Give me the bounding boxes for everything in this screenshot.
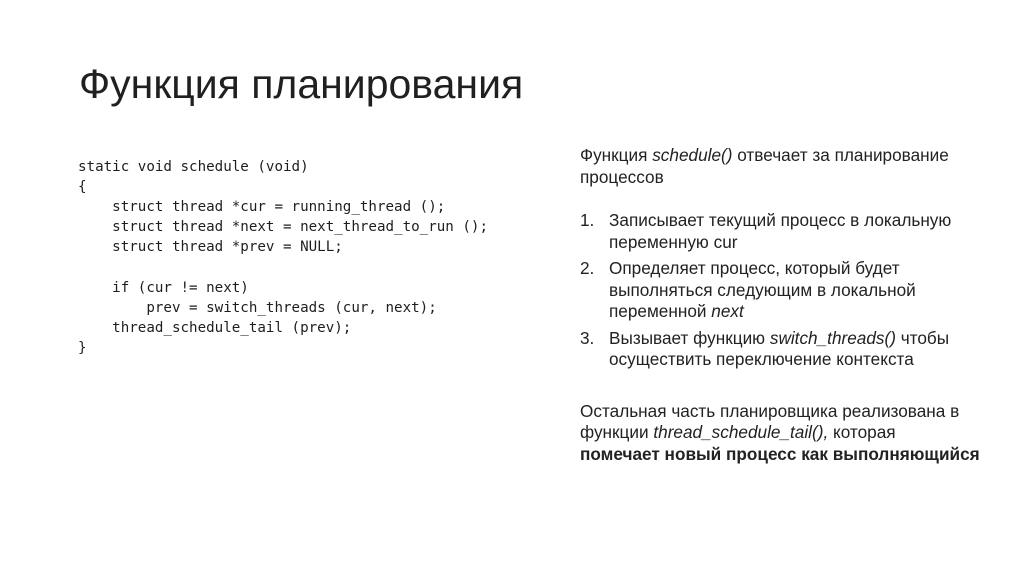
step-text-before: Определяет процесс, который будет выполняться следующим в локальной переменной [609,258,916,321]
step-text [609,328,980,371]
list-item [580,210,980,253]
code-line: } [78,339,87,356]
code-line: struct thread *prev = NULL; [78,239,343,256]
outro-paragraph [580,401,980,466]
code-line: struct thread *next = next_thread_to_run (); [78,219,488,236]
outro-middle: которая [828,422,896,442]
intro-paragraph [580,145,980,188]
code-line: struct thread *cur = running_thread (); [78,199,446,216]
step-number: 1. [580,210,595,230]
code-line: static void schedule (void) [78,159,309,175]
step-number: 3. [580,327,595,348]
code-line [78,257,548,277]
code-line: { [78,179,87,196]
intro-suffix: отвечает за планирование процессов [580,145,949,187]
step-number: 2. [580,258,595,278]
code-line: prev = switch_threads (cur, next); [78,299,437,316]
code-line: thread_schedule_tail (prev); [78,319,352,336]
step-text [609,258,980,323]
description-panel [580,145,980,465]
intro-prefix: Функция [580,145,653,165]
slide-title: Функция планирования [79,61,524,107]
step-text-before: Записывает текущий процесс в локальную переменную cur [609,210,952,252]
steps-list [580,210,980,371]
step-text [609,210,980,253]
step-text-before: Вызывает функцию [609,327,770,348]
outro-prefix: Остальная часть планировщика реализована в функции [580,400,960,442]
function-name-tail: thread_schedule_tail(), [653,422,829,442]
list-item [580,258,980,323]
step-text-after: чтобы осуществить переключение контекста [609,327,950,369]
step-emphasis: next [711,301,744,321]
code-listing [78,157,548,358]
list-item [580,328,980,371]
function-name-schedule: schedule() [652,145,733,165]
code-line: if (cur != next) [78,279,249,296]
outro-bold-text: помечает новый процесс как выполняющийся [580,443,980,464]
step-emphasis: switch_threads() [769,327,896,348]
